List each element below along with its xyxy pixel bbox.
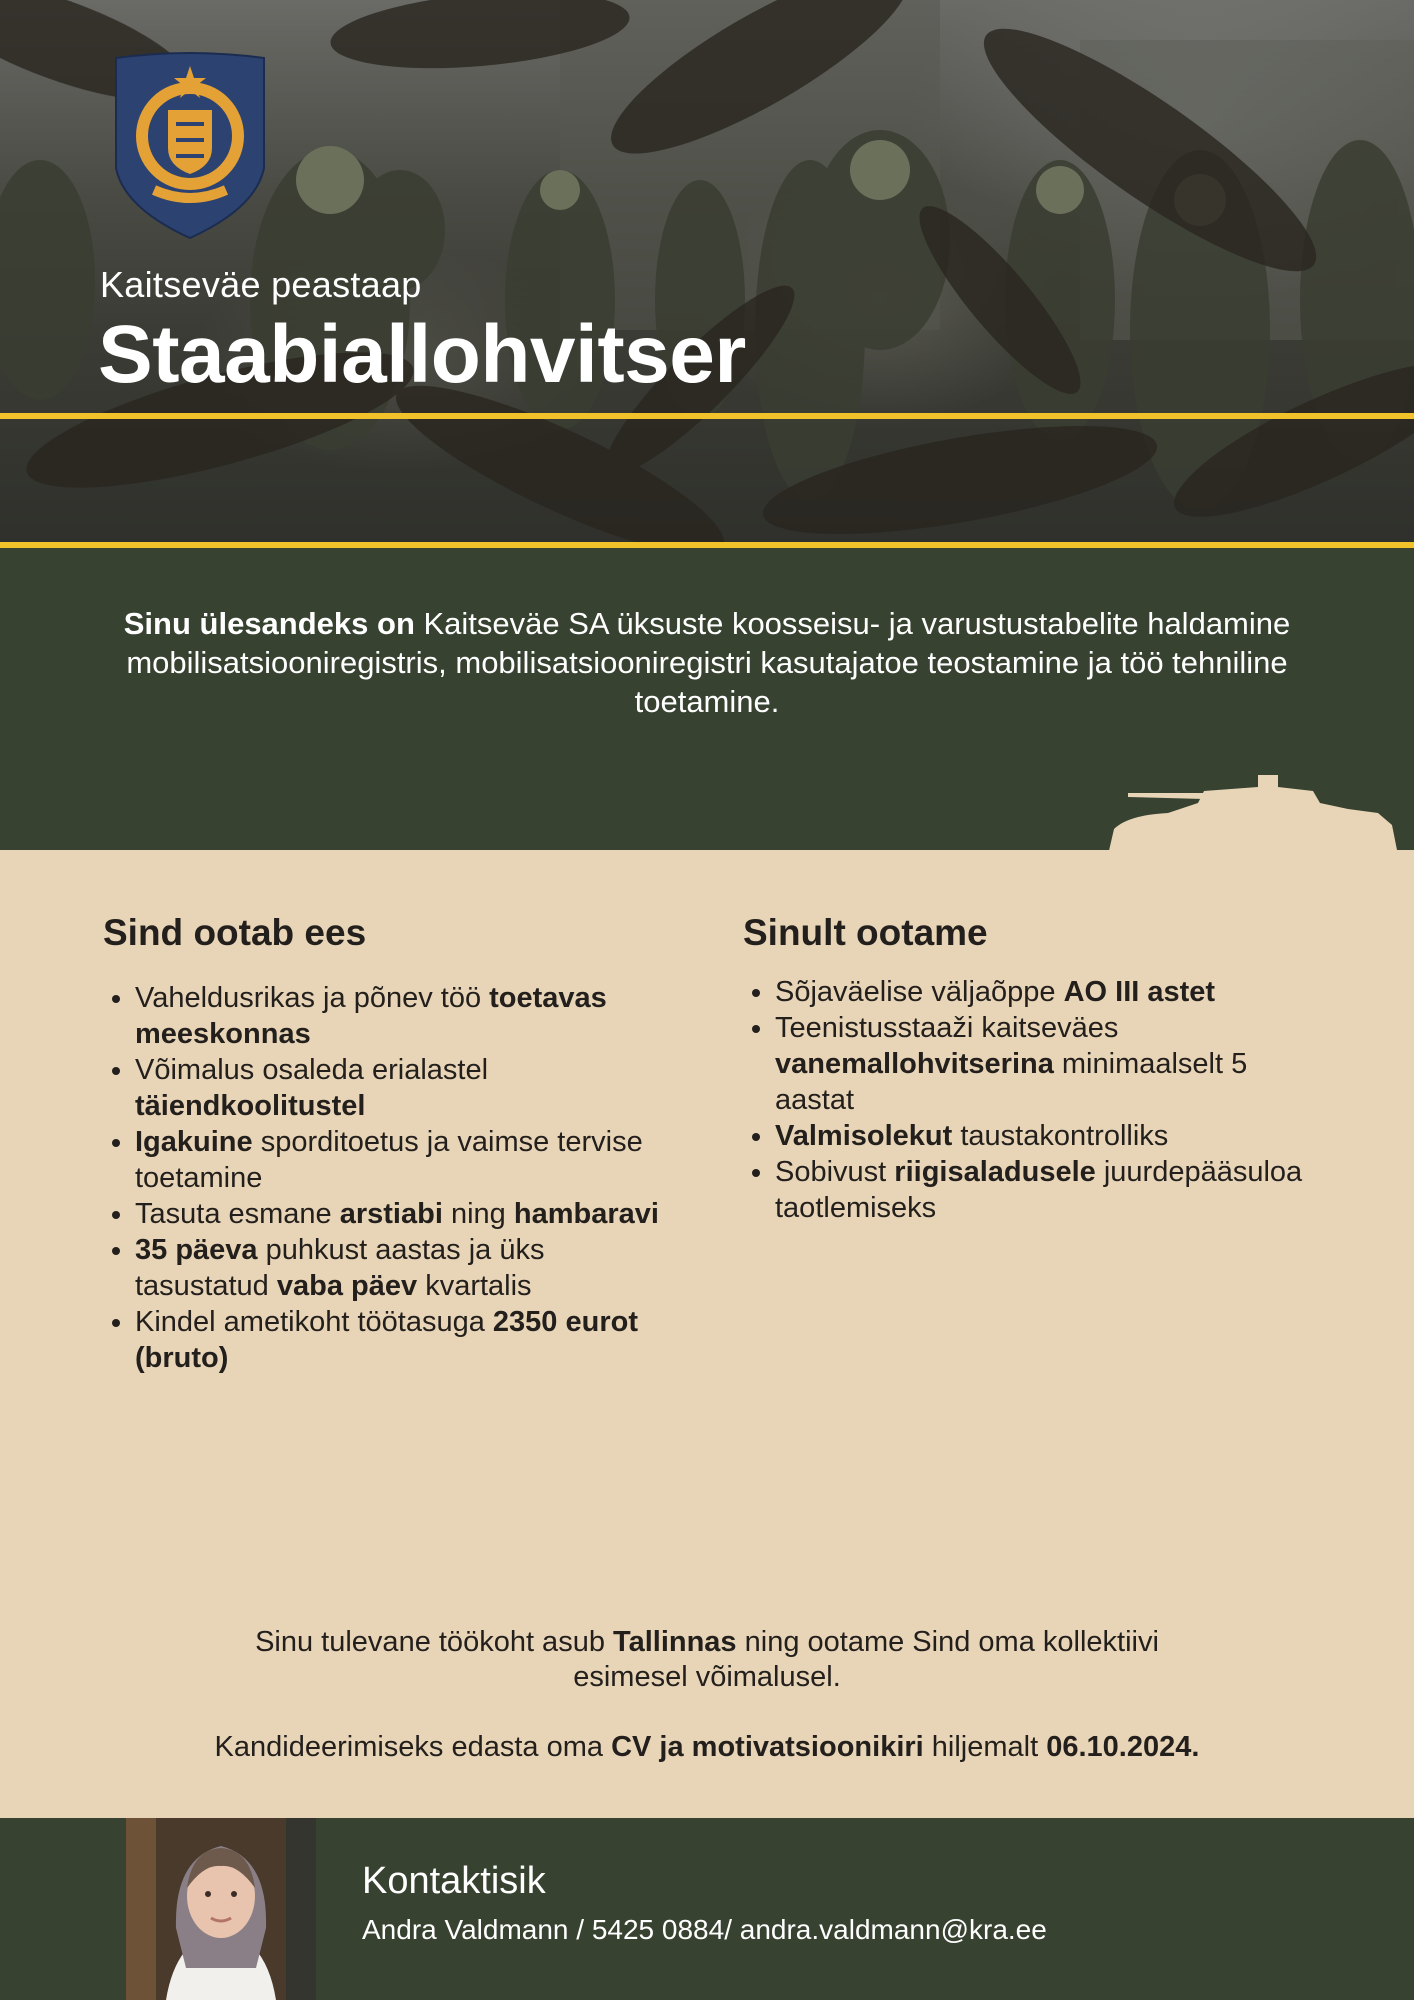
apply-text: Kandideerimiseks edasta oma CV ja motivatsioonikiri hiljemalt 06.10.2024. xyxy=(214,1731,1200,1763)
list-item: • Vaheldusrikas ja põnev töö toetavas meeskonnas xyxy=(135,980,663,1052)
list-item: • Teenistusstaaži kaitseväes vanemallohvitserina minimaalselt 5 aastat xyxy=(775,1010,1303,1118)
closing-section xyxy=(200,1625,1214,1765)
list-item: • Kindel ametikoht töötasuga 2350 eurot (bruto) xyxy=(135,1304,663,1376)
intro-section xyxy=(0,548,1414,850)
hero-accent-line-top xyxy=(0,413,1414,419)
list-item: • Tasuta esmane arstiabi ning hambaravi xyxy=(135,1196,663,1232)
intro-body: Kaitseväe SA üksuste koosseisu- ja varustustabelite haldamine mobilisatsiooniregistris, mobilisatsiooniregistri kasutajatoe teostamine ja töö tehniline toetamine. xyxy=(126,606,1291,719)
list-item: • Igakuine sporditoetus ja vaimse tervise toetamine xyxy=(135,1124,663,1196)
intro-text xyxy=(110,604,1304,721)
list-item: • Sõjaväelise väljaõppe AO III astet xyxy=(775,974,1303,1010)
offer-heading: Sind ootab ees xyxy=(103,912,367,953)
contact-person-photo xyxy=(126,1818,316,2000)
tank-silhouette xyxy=(1108,763,1398,855)
hero-banner xyxy=(0,0,1414,548)
offer-list xyxy=(103,980,663,1376)
contact-footer xyxy=(0,1818,1414,2000)
contact-heading: Kontaktisik xyxy=(362,1860,546,1902)
contact-email[interactable]: andra.valdmann@kra.ee xyxy=(739,1914,1047,1945)
estonian-defence-forces-emblem xyxy=(106,48,274,242)
list-item: • Valmisolekut taustakontrolliks xyxy=(775,1118,1303,1154)
requirements-column xyxy=(743,912,1303,1226)
list-item: • Võimalus osaleda erialastel täiendkoolitustel xyxy=(135,1052,663,1124)
job-title: Staabiallohvitser xyxy=(98,309,746,400)
intro-lead: Sinu ülesandeks on xyxy=(123,606,415,641)
contact-details: Andra Valdmann / 5425 0884/ andra.valdmann@kra.ee xyxy=(362,1914,1047,1945)
requirements-heading: Sinult ootame xyxy=(743,912,988,953)
location-text: Sinu tulevane töökoht asub Tallinnas ning ootame Sind oma kollektiivi esimesel võimalusel. xyxy=(255,1626,1159,1693)
offer-column xyxy=(103,912,663,1376)
contact-name: Andra Valdmann xyxy=(362,1914,569,1945)
organization-name: Kaitseväe peastaap xyxy=(100,264,422,305)
requirements-list xyxy=(743,974,1303,1226)
contact-phone: 5425 0884 xyxy=(591,1914,725,1945)
list-item: • Sobivust riigisaladusele juurdepääsuloa taotlemiseks xyxy=(775,1154,1303,1226)
list-item: • 35 päeva puhkust aastas ja üks tasustatud vaba päev kvartalis xyxy=(135,1232,663,1304)
